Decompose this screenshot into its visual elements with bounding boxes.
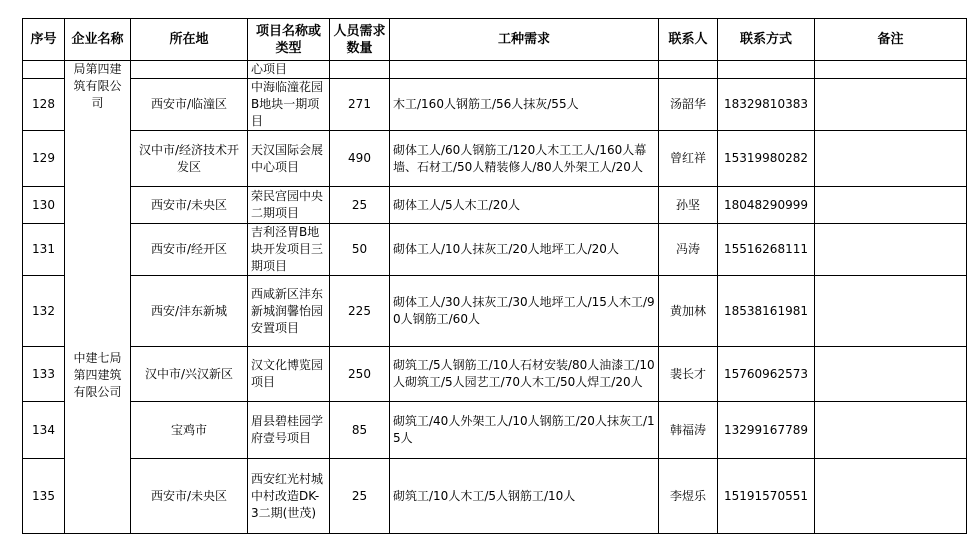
table-row <box>23 224 967 276</box>
table-row <box>23 276 967 347</box>
project-cell: 汉文化博览园项目 <box>248 347 330 402</box>
trades-cell: 砌筑工/40人外架工人/10人钢筋工/20人抹灰工/15人 <box>390 402 659 459</box>
project-cell: 眉县碧桂园学府壹号项目 <box>248 402 330 459</box>
table-row <box>23 187 967 224</box>
partial-location <box>131 61 248 79</box>
contact-cell: 冯涛 <box>659 224 718 276</box>
count-cell: 225 <box>330 276 390 347</box>
project-cell: 吉利泾胃B地块开发项目三期项目 <box>248 224 330 276</box>
header-seq: 序号 <box>23 19 65 61</box>
project-cell: 西安红光村城中村改造DK-3二期(世茂) <box>248 459 330 534</box>
table-row <box>23 131 967 187</box>
trades-cell: 砌筑工/10人木工/5人钢筋工/10人 <box>390 459 659 534</box>
company-name-top: 局第四建筑有限公司 <box>73 62 122 110</box>
note-cell <box>815 402 967 459</box>
table-row <box>23 347 967 402</box>
phone-cell: 18538161981 <box>718 276 815 347</box>
contact-cell: 孙坚 <box>659 187 718 224</box>
seq-cell: 130 <box>23 187 65 224</box>
partial-count <box>330 61 390 79</box>
seq-cell: 129 <box>23 131 65 187</box>
partial-seq <box>23 61 65 79</box>
header-location: 所在地 <box>131 19 248 61</box>
count-cell: 50 <box>330 224 390 276</box>
partial-phone <box>718 61 815 79</box>
location-cell: 汉中市/兴汉新区 <box>131 347 248 402</box>
note-cell <box>815 347 967 402</box>
note-cell <box>815 276 967 347</box>
location-cell: 西安/沣东新城 <box>131 276 248 347</box>
header-project: 项目名称或类型 <box>248 19 330 61</box>
trades-cell: 砌体工人/30人抹灰工/30人地坪工人/15人木工/90人钢筋工/60人 <box>390 276 659 347</box>
project-cell: 荣民宫园中央二期项目 <box>248 187 330 224</box>
phone-cell: 15516268111 <box>718 224 815 276</box>
header-count: 人员需求数量 <box>330 19 390 61</box>
header-contact: 联系人 <box>659 19 718 61</box>
location-cell: 宝鸡市 <box>131 402 248 459</box>
phone-cell: 15319980282 <box>718 131 815 187</box>
note-cell <box>815 187 967 224</box>
table-row <box>23 402 967 459</box>
note-cell <box>815 459 967 534</box>
count-cell: 250 <box>330 347 390 402</box>
count-cell: 490 <box>330 131 390 187</box>
seq-cell: 131 <box>23 224 65 276</box>
seq-cell: 132 <box>23 276 65 347</box>
seq-cell: 128 <box>23 79 65 131</box>
phone-cell: 18048290999 <box>718 187 815 224</box>
project-cell: 中海临潼花园B地块一期项目 <box>248 79 330 131</box>
phone-cell: 15760962573 <box>718 347 815 402</box>
trades-cell: 砌体工人/5人木工/20人 <box>390 187 659 224</box>
location-cell: 西安市/临潼区 <box>131 79 248 131</box>
recruitment-table <box>22 18 967 534</box>
header-phone: 联系方式 <box>718 19 815 61</box>
project-cell: 西咸新区沣东新城润馨怡园安置项目 <box>248 276 330 347</box>
note-cell <box>815 79 967 131</box>
table-row <box>23 79 967 131</box>
trades-cell: 砌筑工/5人钢筋工/10人石材安装/80人油漆工/10人砌筑工/5人园艺工/70人木工/50人焊工/20人 <box>390 347 659 402</box>
header-company: 企业名称 <box>65 19 131 61</box>
count-cell: 85 <box>330 402 390 459</box>
location-cell: 西安市/经开区 <box>131 224 248 276</box>
contact-cell: 李煜乐 <box>659 459 718 534</box>
contact-cell: 韩福涛 <box>659 402 718 459</box>
trades-cell: 木工/160人钢筋工/56人抹灰/55人 <box>390 79 659 131</box>
table-row <box>23 459 967 534</box>
contact-cell: 裴长才 <box>659 347 718 402</box>
header-note: 备注 <box>815 19 967 61</box>
phone-cell: 18329810383 <box>718 79 815 131</box>
phone-cell: 13299167789 <box>718 402 815 459</box>
trades-cell: 砌体工人/10人抹灰工/20人地坪工人/20人 <box>390 224 659 276</box>
note-cell <box>815 131 967 187</box>
seq-cell: 135 <box>23 459 65 534</box>
count-cell: 271 <box>330 79 390 131</box>
table-row-partial <box>23 61 967 79</box>
header-trades: 工种需求 <box>390 19 659 61</box>
location-cell: 汉中市/经济技术开发区 <box>131 131 248 187</box>
header-row <box>23 19 967 61</box>
location-cell: 西安市/未央区 <box>131 187 248 224</box>
contact-cell: 曾红祥 <box>659 131 718 187</box>
partial-note <box>815 61 967 79</box>
partial-trades <box>390 61 659 79</box>
contact-cell: 黄加林 <box>659 276 718 347</box>
note-cell <box>815 224 967 276</box>
phone-cell: 15191570551 <box>718 459 815 534</box>
company-name-main: 中建七局第四建筑有限公司 <box>73 351 122 399</box>
contact-cell: 汤韶华 <box>659 79 718 131</box>
seq-cell: 134 <box>23 402 65 459</box>
partial-project: 心项目 <box>248 61 330 79</box>
seq-cell: 133 <box>23 347 65 402</box>
count-cell: 25 <box>330 187 390 224</box>
project-cell: 天汉国际会展中心项目 <box>248 131 330 187</box>
company-cell <box>65 61 131 534</box>
trades-cell: 砌体工人/60人钢筋工/120人木工工人/160人幕墙、石材工/50人精装修人/80人外架工人/20人 <box>390 131 659 187</box>
partial-contact <box>659 61 718 79</box>
count-cell: 25 <box>330 459 390 534</box>
location-cell: 西安市/未央区 <box>131 459 248 534</box>
